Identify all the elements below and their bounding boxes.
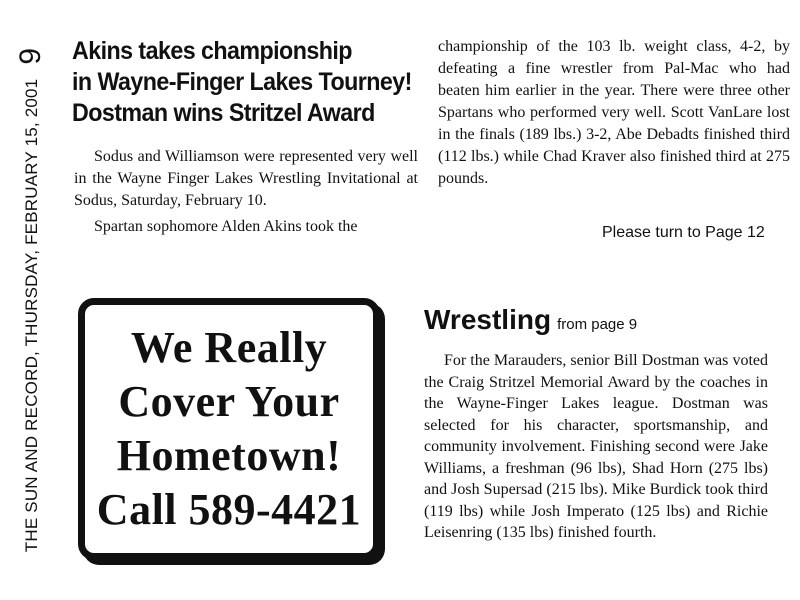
ad-line-2: Cover Your: [118, 377, 340, 426]
continuation-title: Wrestling: [424, 304, 552, 335]
jump-line: Please turn to Page 12: [602, 224, 765, 241]
story-headline: [72, 36, 412, 129]
page-margin-header: [14, 0, 48, 600]
advertisement-box: [78, 298, 380, 560]
story-paragraph-3: championship of the 103 lb. weight class, 4-2, by defeating a fine wrestler from Pal-Mac who had beaten him earlier in the year. There were three other Spartans who performed very well. Scott VanLare lost in the finals (189 lbs.) 3-2, Abe Debadts finished third (112 lbs.) while Chad Kraver also finished third at 275 pounds.: [438, 38, 790, 187]
ad-line-1: We Really: [130, 323, 328, 372]
ad-line-4: Call 589-4421: [96, 485, 362, 534]
page-number: 9: [14, 47, 47, 65]
story-column-2: [438, 36, 790, 190]
story-paragraph-1: Sodus and Williamson were represented very well in the Wayne Finger Lakes Wrestling Invitational at Sodus, Saturday, February 10.: [74, 148, 418, 209]
headline-line-3: Dostman wins Stritzel Award: [72, 99, 375, 127]
continuation-paragraph: For the Marauders, senior Bill Dostman was voted the Craig Stritzel Memorial Award by the coaches in the Wayne-Finger Lakes league. Dostman was selected for his character, sportsmanship, and community involvement. Finishing second were Jake Williams, a freshman (96 lbs), Shad Horn (275 lbs) and Josh Supersad (215 lbs). Mike Burdick took third (119 lbs) while Josh Imperato (125 lbs) and Richie Leisenring (135 lbs) finished fourth.: [424, 352, 768, 541]
continuation-column: [424, 350, 768, 544]
headline-line-2: in Wayne-Finger Lakes Tourney!: [72, 68, 412, 96]
headline-line-1: Akins takes championship: [72, 37, 352, 65]
story-paragraph-2: Spartan sophomore Alden Akins took the: [94, 218, 358, 235]
ad-line-3: Hometown!: [116, 431, 342, 480]
publication-dateline: THE SUN AND RECORD, THURSDAY, FEBRUARY 15, 2001: [22, 78, 41, 553]
continuation-heading: [424, 304, 637, 336]
continuation-subtitle: from page 9: [557, 316, 638, 333]
story-column-1: [74, 146, 418, 238]
